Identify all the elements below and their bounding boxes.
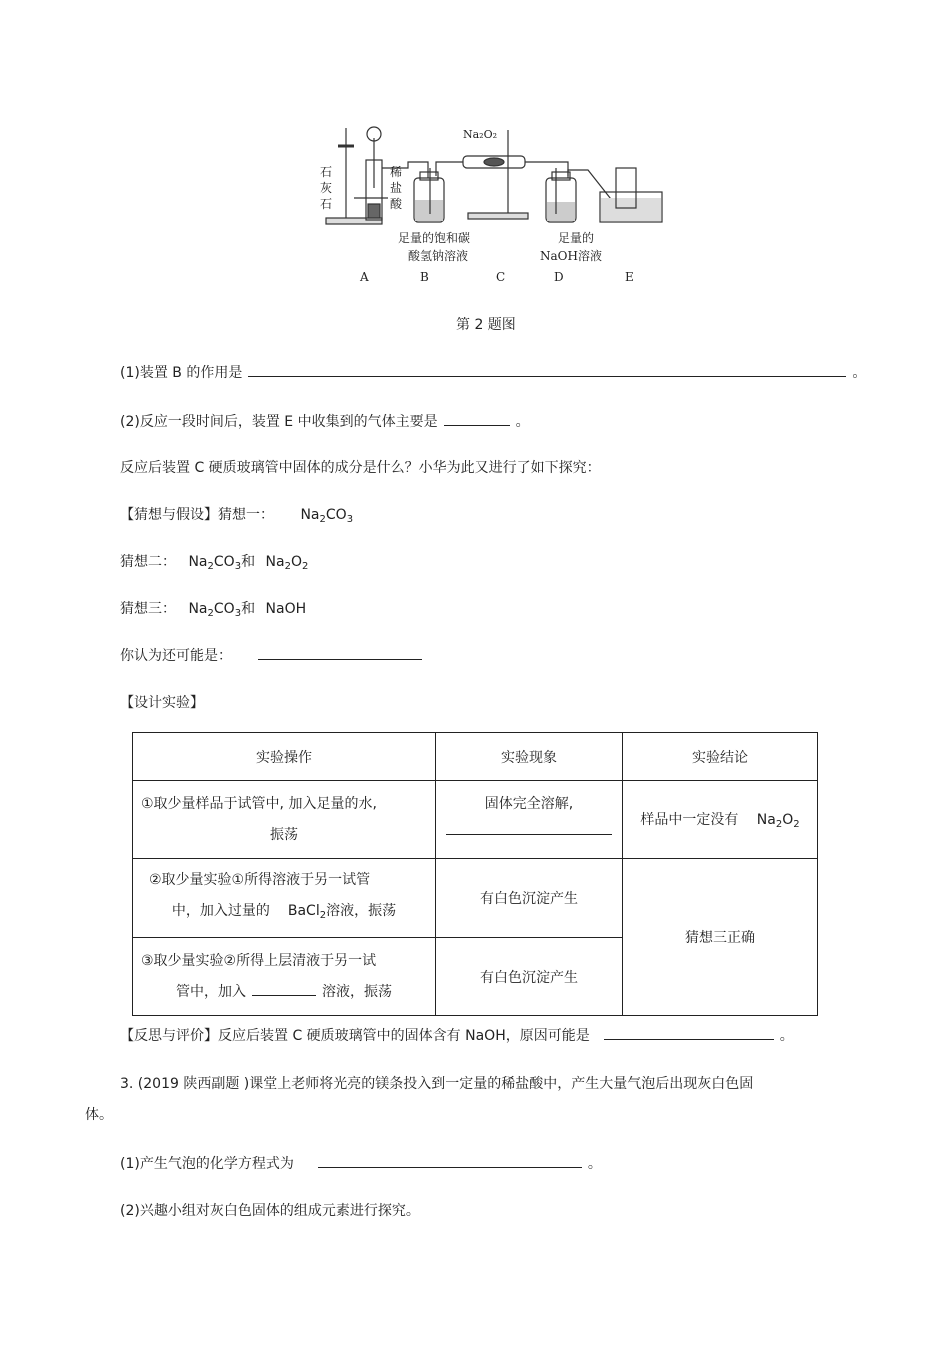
d-note-2: NaOH溶液 [540, 249, 602, 263]
r2-operation [133, 859, 436, 938]
acid-char-3: 酸 [390, 197, 403, 211]
q2-line [120, 411, 530, 431]
letter-e: E [625, 270, 634, 284]
r1-phenomenon [436, 781, 623, 859]
intro-text: 反应后装置 C 硬质玻璃管中固体的成分是什么？小华为此又进行了如下探究： [120, 460, 601, 476]
b-note-1: 足量的饱和碳 [398, 231, 471, 245]
limestone-char-2: 灰 [320, 181, 333, 195]
r1-op-line1: ①取少量样品于试管中, 加入足量的水, [141, 795, 377, 812]
design-heading: 【设计实验】 [120, 695, 204, 711]
reflect-end: 。 [779, 1028, 794, 1044]
r23-conclusion: 猜想三正确 [623, 859, 818, 1016]
r1-op-line2: 振荡 [270, 826, 298, 843]
guess2-formula-2: $Na_2O_2$ [265, 554, 309, 572]
guess1-line [120, 504, 353, 525]
q3-2-text: (2)兴趣小组对灰白色固体的组成元素进行探究。 [120, 1203, 420, 1219]
acid-char-1: 稀 [390, 165, 403, 179]
table-row [133, 859, 818, 938]
q1-blank[interactable] [248, 362, 846, 377]
r1-con-formula: $Na_2O_2$ [756, 812, 800, 830]
guess1-label: 【猜想与假设】猜想一： [120, 507, 274, 523]
guess3-and: 和 [241, 601, 256, 617]
r1-conclusion [623, 781, 818, 859]
r1-ph-line1: 固体完全溶解, [484, 795, 574, 812]
experiment-table [132, 732, 818, 1016]
r3-op-line2: 管中，加入 溶液，振荡 [133, 977, 435, 1008]
q3-1-text: (1)产生气泡的化学方程式为 [120, 1156, 294, 1172]
na2o2-label: Na₂O₂ [463, 128, 498, 141]
r2-op-line2: 中，加入过量的 BaCl$_2$溶液，振荡 [171, 903, 397, 921]
figure-caption: 第 2 题图 [456, 317, 516, 333]
letter-d: D [554, 270, 564, 284]
r1-operation [133, 781, 436, 859]
table-header-row [133, 733, 818, 781]
q1-end: 。 [852, 365, 867, 381]
limestone-char-3: 石 [320, 197, 333, 211]
reflect-line [120, 1025, 794, 1045]
q3-line1: 3. (2019 陕西副题 )课堂上老师将光亮的镁条投入到一定量的稀盐酸中，产生大量气泡后出现灰白色固 [120, 1076, 754, 1092]
guess4-line [120, 645, 428, 665]
q3-1-end: 。 [587, 1156, 602, 1172]
q3-line2: 体。 [85, 1107, 113, 1123]
guess1-formula: $Na_2CO_3$ [300, 507, 354, 525]
limestone-char-1: 石 [320, 165, 333, 179]
reflect-text: 【反思与评价】反应后装置 C 硬质玻璃管中的固体含有 NaOH，原因可能是 [120, 1028, 590, 1044]
guess3-label: 猜想三： [120, 601, 176, 617]
guess3-line [120, 598, 306, 619]
r3-blank[interactable] [252, 981, 316, 996]
r2-op-line1: ②取少量实验①所得溶液于另一试管 [149, 872, 371, 888]
d-note-1: 足量的 [558, 231, 595, 245]
guess4-blank[interactable] [258, 645, 422, 660]
q1-text: (1)装置 B 的作用是 [120, 365, 243, 381]
r1-ph-blank[interactable] [446, 820, 612, 835]
q2-end: 。 [515, 414, 530, 430]
r3-op-line1: ③取少量实验②所得上层清液于另一试 [141, 952, 377, 969]
header-phenomenon: 实验现象 [436, 733, 623, 781]
r2-phenomenon: 有白色沉淀产生 [436, 859, 623, 938]
q2-text: (2)反应一段时间后，装置 E 中收集到的气体主要是 [120, 414, 438, 430]
reflect-blank[interactable] [604, 1025, 774, 1040]
table-row [133, 781, 818, 859]
guess4-label: 你认为还可能是： [120, 648, 232, 664]
r1-con-text: 样品中一定没有 [640, 812, 739, 828]
q3-1-blank[interactable] [318, 1153, 582, 1168]
guess2-label: 猜想二： [120, 554, 176, 570]
apparatus-diagram [318, 118, 678, 293]
b-note-2: 酸氢钠溶液 [408, 249, 469, 263]
guess2-line [120, 551, 308, 572]
header-conclusion: 实验结论 [623, 733, 818, 781]
letter-a: A [360, 270, 369, 284]
guess2-formula-1: $Na_2CO_3$ [188, 554, 242, 572]
guess3-formula-1: $Na_2CO_3$ [188, 601, 242, 619]
q2-blank[interactable] [444, 411, 510, 426]
apparatus-figure [318, 118, 678, 293]
letter-b: B [420, 270, 429, 284]
acid-char-2: 盐 [390, 181, 403, 195]
header-operation: 实验操作 [133, 733, 436, 781]
guess3-formula-2: NaOH [265, 601, 307, 617]
q1-line [120, 362, 866, 382]
letter-c: C [496, 270, 506, 284]
r3-operation [133, 938, 436, 1016]
q3-1-line [120, 1153, 602, 1173]
guess2-and: 和 [241, 554, 256, 570]
r3-phenomenon: 有白色沉淀产生 [436, 938, 623, 1016]
